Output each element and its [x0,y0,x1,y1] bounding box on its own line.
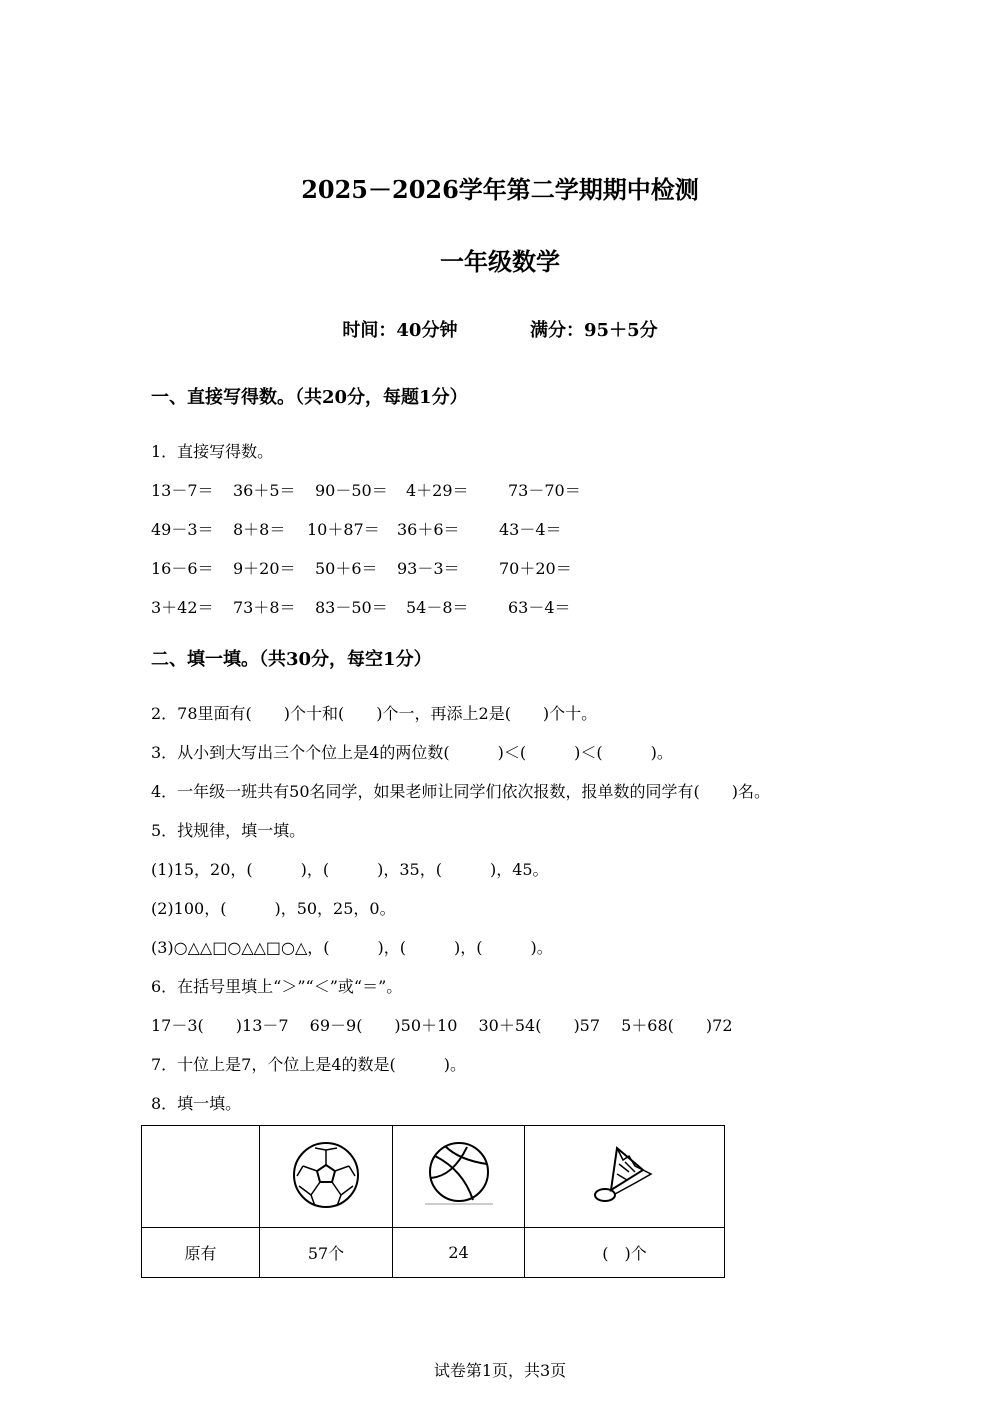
question-4: 4．一年级一班共有50名同学，如果老师让同学们依次报数，报单数的同学有( )名。 [151,782,771,801]
calc-row [151,595,571,618]
question-7: 7．十位上是7，个位上是4的数是( )。 [151,1055,467,1074]
question-8: 8．填一填。 [151,1094,242,1113]
calc-item: 16－6＝ [151,559,214,578]
calc-item: 63－4＝ [508,598,571,617]
calc-item: 93－3＝ [397,559,460,578]
question-5: 5．找规律，填一填。 [151,821,306,840]
subject-title: 一年级数学 [440,247,560,276]
score-info: 满分：95＋5分 [530,320,658,341]
page-footer: 试卷第1页，共3页 [433,1361,567,1380]
table-cell [260,1126,393,1228]
basketball-icon [423,1140,495,1210]
calc-item: 10＋87＝ [307,520,380,539]
question-2: 2．78里面有( )个十和( )个一，再添上2是( )个十。 [151,704,598,723]
soccer-ball-icon [291,1140,361,1210]
table-cell [393,1126,525,1228]
calc-item: 9＋20＝ [233,559,296,578]
calc-item: 43－4＝ [499,520,562,539]
question-5-2: (2)100，( )，50，25，0。 [151,899,396,918]
calc-item: 4＋29＝ [406,481,469,500]
question-5-3: (3)○△△□○△△□○△，( )，( )，( )。 [151,938,553,957]
question-6: 6．在括号里填上“＞”“＜”或“＝”。 [151,977,403,996]
calc-item: 90－50＝ [315,481,388,500]
table-cell: ( )个 [525,1228,725,1278]
calc-item: 49－3＝ [151,520,214,539]
question-5-1: (1)15，20，( )，( )，35，( )，45。 [151,860,549,879]
calc-item: 50＋6＝ [315,559,378,578]
calc-item: 36＋6＝ [397,520,460,539]
shuttlecock-icon [585,1140,665,1210]
calc-row [151,478,581,501]
calc-item: 83－50＝ [315,598,388,617]
page-title: 2025－2026学年第二学期期中检测 [301,175,699,204]
ball-count-table [141,1125,725,1278]
table-cell: 24 [393,1228,525,1278]
table-cell: 57个 [260,1228,393,1278]
table-row-label: 原有 [142,1228,260,1278]
calc-row [151,517,562,540]
calc-item: 54－8＝ [406,598,469,617]
calc-item: 3＋42＝ [151,598,214,617]
section-2-heading: 二、填一填。（共30分，每空1分） [151,649,432,670]
exam-info [0,316,1000,342]
calc-item: 36＋5＝ [233,481,296,500]
calc-item: 73＋8＝ [233,598,296,617]
calc-row [151,556,572,579]
calc-item: 8＋8＝ [233,520,286,539]
time-info: 时间：40分钟 [342,320,458,341]
calc-item: 73－70＝ [508,481,581,500]
section-1-heading: 一、直接写得数。（共20分，每题1分） [151,387,468,408]
question-1-label: 1．直接写得数。 [151,442,274,461]
table-corner-cell [142,1126,260,1228]
question-3: 3．从小到大写出三个个位上是4的两位数( )＜( )＜( )。 [151,743,673,762]
table-cell [525,1126,725,1228]
question-6-items: 17－3( )13－7 69－9( )50＋10 30＋54( )57 5＋68( )72 [151,1016,733,1035]
calc-item: 70＋20＝ [499,559,572,578]
calc-item: 13－7＝ [151,481,214,500]
